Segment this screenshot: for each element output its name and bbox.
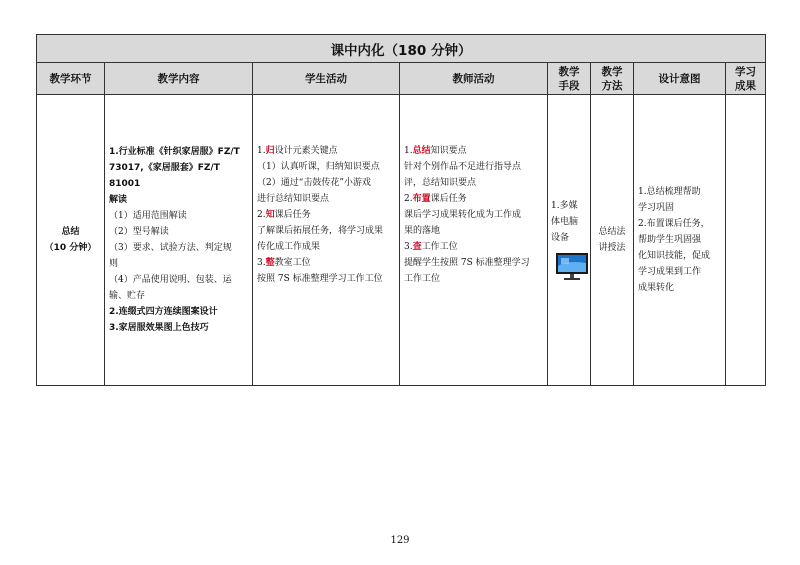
student-point3-text: 按照 7S 标准整理学习工作工位 bbox=[257, 274, 383, 284]
student-cell bbox=[253, 95, 400, 386]
intent-line1: 1.总结梳理帮助 bbox=[638, 187, 701, 197]
student-point1-sub1: （1）认真听课，归纳知识要点 bbox=[257, 162, 380, 172]
intent-line2: 学习巩固 bbox=[638, 203, 675, 213]
means-line1: 1.多媒 bbox=[551, 201, 578, 211]
content-cell bbox=[105, 95, 253, 386]
content-item1-line2: 73017,《家居服套》FZ/T 81001 bbox=[109, 163, 220, 189]
student-point1-sub2b: 进行总结知识要点 bbox=[257, 194, 330, 204]
intent-line5: 化知识技能，促成 bbox=[638, 251, 711, 261]
teacher-point2: 2.布置课后任务 bbox=[404, 194, 467, 204]
header-outcome: 学习 成果 bbox=[726, 63, 766, 95]
teacher-point3-text-a: 提醒学生按照 7S 标准整理学习 bbox=[404, 258, 530, 268]
student-point2: 2.知课后任务 bbox=[257, 210, 311, 220]
intent-line4: 帮助学生巩固强 bbox=[638, 235, 702, 245]
header-teacher: 教师活动 bbox=[400, 63, 548, 95]
stage-duration: （10 分钟） bbox=[44, 243, 97, 253]
content-sub3-line1: （3）要求、试验方法、判定规 bbox=[109, 243, 232, 253]
header-method: 教学 方法 bbox=[591, 63, 634, 95]
content-item3: 3.家居服效果图上色技巧 bbox=[109, 323, 209, 333]
method-cell bbox=[591, 95, 634, 386]
intent-line7: 成果转化 bbox=[638, 283, 675, 293]
student-point2-text-a: 了解课后拓展任务，将学习成果 bbox=[257, 226, 384, 236]
page-number: 129 bbox=[390, 535, 410, 546]
student-point2-text-b: 传化成工作成果 bbox=[257, 242, 321, 252]
teacher-point2-text-b: 果的落地 bbox=[404, 226, 441, 236]
teacher-point1-text-a: 针对个别作品不足进行指导点 bbox=[404, 162, 522, 172]
teacher-point2-text-a: 课后学习成果转化成为工作成 bbox=[404, 210, 522, 220]
content-sub1: （1）适用范围解读 bbox=[109, 211, 187, 221]
content-sub4-line1: （4）产品使用说明、包装、运 bbox=[109, 275, 232, 285]
intent-line6: 学习成果到工作 bbox=[638, 267, 702, 277]
content-sub2: （2）型号解读 bbox=[109, 227, 169, 237]
means-line3: 设备 bbox=[551, 233, 570, 243]
means-cell bbox=[548, 95, 591, 386]
stage-cell bbox=[37, 95, 105, 386]
header-means: 教学 手段 bbox=[548, 63, 591, 95]
method-line1: 总结法 bbox=[598, 227, 626, 237]
header-intent: 设计意图 bbox=[634, 63, 726, 95]
intent-cell bbox=[634, 95, 726, 386]
content-sub4-line2: 输、贮存 bbox=[109, 291, 146, 301]
header-content: 教学内容 bbox=[105, 63, 253, 95]
teacher-cell bbox=[400, 95, 548, 386]
content-item1-line3: 解读 bbox=[109, 195, 128, 205]
teacher-point1: 1.总结知识要点 bbox=[404, 146, 467, 156]
teacher-point3-text-b: 工作工位 bbox=[404, 274, 441, 284]
smartboard-icon bbox=[555, 252, 589, 282]
outcome-cell bbox=[726, 95, 766, 386]
content-sub3-line2: 则 bbox=[109, 259, 119, 269]
student-point3: 3.整教室工位 bbox=[257, 258, 311, 268]
teacher-point1-text-b: 评，总结知识要点 bbox=[404, 178, 477, 188]
means-line2: 体电脑 bbox=[551, 217, 579, 227]
header-student: 学生活动 bbox=[253, 63, 400, 95]
table-title: 课中内化（180 分钟） bbox=[37, 35, 766, 63]
stage-name: 总结 bbox=[61, 227, 80, 237]
student-point1-sub2a: （2）通过“击鼓传花”小游戏 bbox=[257, 178, 371, 188]
student-point1: 1.归设计元素关键点 bbox=[257, 146, 338, 156]
method-line2: 讲授法 bbox=[598, 243, 626, 253]
content-item1-line1: 1.行业标准《针织家居服》FZ/T bbox=[109, 147, 240, 157]
intent-line3: 2.布置课后任务， bbox=[638, 219, 710, 229]
lesson-table bbox=[36, 34, 766, 386]
header-stage: 教学环节 bbox=[37, 63, 105, 95]
content-item2: 2.连缀式四方连续图案设计 bbox=[109, 307, 218, 317]
teacher-point3: 3.查工作工位 bbox=[404, 242, 458, 252]
